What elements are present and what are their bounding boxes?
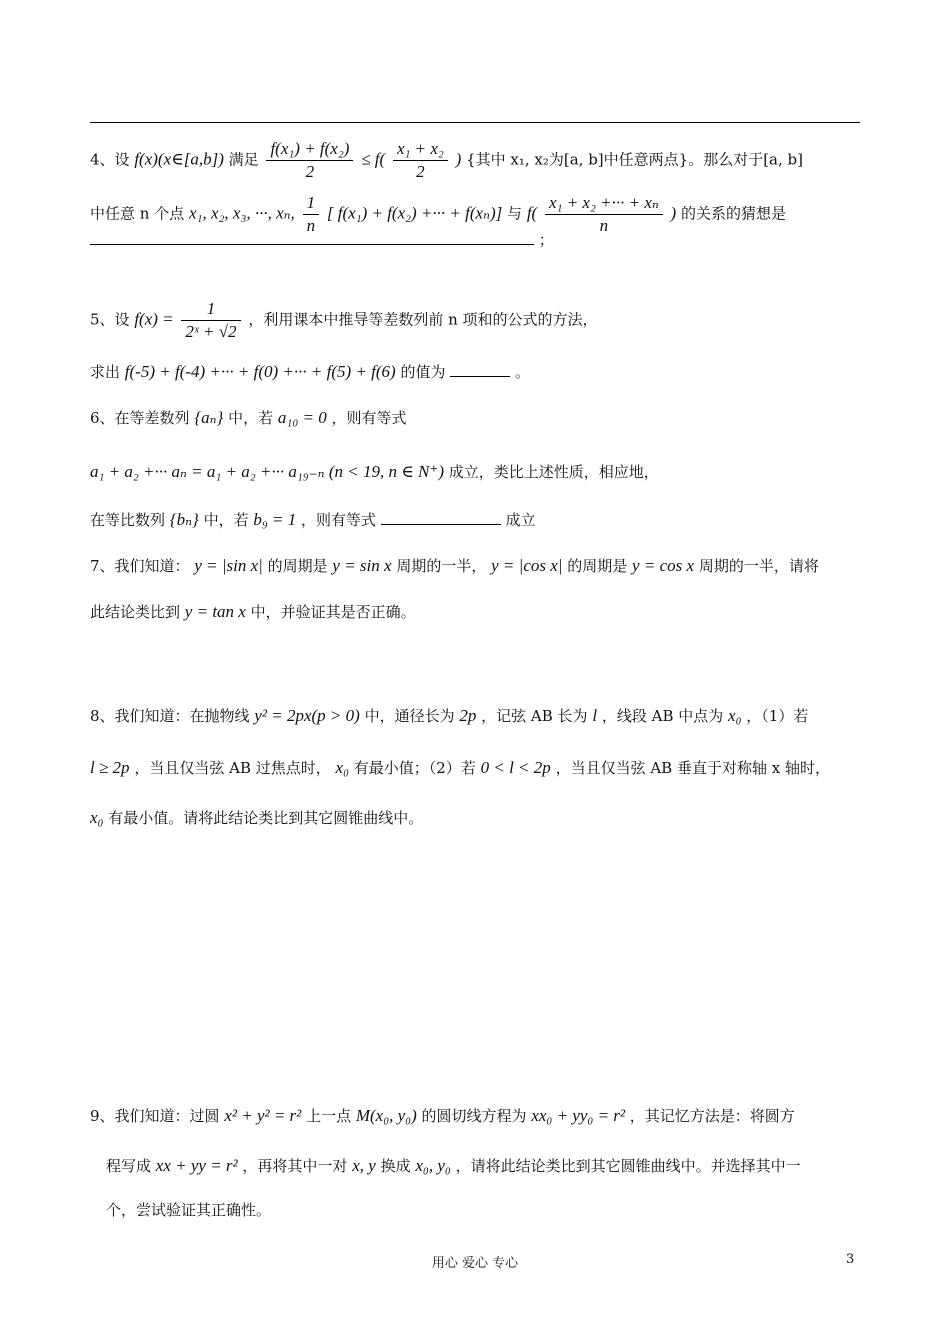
math-expression: y = |sin x| [194, 556, 263, 575]
math-expression: x, y [352, 1156, 376, 1175]
problem-7-line-2 [90, 602, 416, 622]
math-expression: y = tan x [184, 602, 246, 621]
math-expression: x₁, x₂, x₃, ···, xₙ, [188, 203, 295, 223]
text: 中，并验证其是否正确。 [250, 603, 416, 621]
problem-9-line-2 [106, 1156, 801, 1176]
math-expression: a₁ + a₂ +··· aₙ = a₁ + a₂ +··· a₁₉₋ₙ (n < 19, n ∈ N⁺) [90, 462, 445, 481]
math-expression: y = sin x [332, 556, 392, 575]
math-expression: b₉ = 1 [253, 510, 297, 529]
fraction-numerator: 1 [181, 298, 240, 321]
problem-4-label: 4、设 [90, 150, 130, 169]
math-expression: x² + y² = r² [224, 1106, 302, 1125]
text: 有最小值。请将此结论类比到其它圆锥曲线中。 [108, 809, 424, 827]
fraction-denominator: 2ˣ + √2 [185, 322, 237, 341]
math-expression: [ f(x₁) + f(x₂) +··· + f(xₙ)] [326, 203, 503, 223]
header-rule [90, 122, 860, 123]
math-expression: x₀ [728, 706, 742, 725]
answer-blank[interactable] [381, 508, 501, 525]
problem-6-line-1 [90, 408, 407, 428]
text: 周期的一半，请将 [698, 557, 819, 575]
text: 上一点 [306, 1107, 352, 1125]
text: 求出 [90, 363, 121, 381]
math-expression: x₀, y₀ [415, 1156, 451, 1175]
page-number: 3 [846, 1252, 855, 1267]
problem-9-line-3 [106, 1200, 271, 1220]
text: 满足 [228, 150, 259, 169]
fraction [181, 298, 240, 343]
text: ，线段 AB 中点为 [601, 707, 724, 725]
text: 与 [507, 204, 523, 223]
text: 成立 [505, 511, 536, 529]
problem-4-line-1 [90, 138, 803, 183]
text: 的周期是 [267, 557, 328, 575]
fraction [266, 138, 353, 183]
math-expression: f(x)(x∈[a,b]) [134, 149, 224, 169]
text: 有最小值；（2）若 [353, 759, 476, 777]
math-expression: ≤ f( [361, 149, 386, 169]
math-expression: x₀ [90, 808, 104, 827]
answer-blank[interactable] [90, 228, 534, 245]
fraction-denominator: 2 [305, 162, 315, 181]
problem-9-line-1 [90, 1106, 795, 1126]
problem-5-label: 5、设 [90, 310, 130, 329]
text: 程写成 [106, 1157, 152, 1175]
text: ，则有等式 [301, 511, 377, 529]
math-expression: f( [526, 203, 538, 223]
math-expression: l [592, 706, 598, 725]
fraction [393, 138, 448, 183]
math-expression: y² = 2px(p > 0) [254, 706, 360, 725]
problem-7-line-1 [90, 556, 819, 576]
problem-6-line-2 [90, 462, 659, 482]
text: ，利用课本中推导等差数列前 n 项和的公式的方法， [248, 310, 598, 329]
text: 周期的一半， [396, 557, 487, 575]
fraction-denominator: n [306, 216, 316, 235]
text: ，记弦 AB 长为 [481, 707, 588, 725]
problem-8-label: 8、我们知道：在抛物线 [90, 707, 250, 725]
math-expression: xx + yy = r² [155, 1156, 238, 1175]
text: ，当且仅当弦 AB 过焦点时， [134, 759, 331, 777]
text: 的圆切线方程为 [421, 1107, 527, 1125]
text: 。 [515, 363, 531, 381]
fraction-numerator: f(x₁) + f(x₂) [266, 138, 353, 161]
fraction-numerator: x₁ + x₂ +··· + xₙ [545, 192, 663, 215]
fraction [545, 192, 663, 237]
math-expression: M(x₀, y₀) [355, 1106, 417, 1125]
math-expression: 0 < l < 2p [480, 758, 551, 777]
problem-5-line-2 [90, 360, 530, 382]
problem-9-label: 9、我们知道：过圆 [90, 1107, 220, 1125]
text: 成立，类比上述性质，相应地， [448, 463, 659, 481]
text: 的周期是 [567, 557, 628, 575]
problem-6-line-3 [90, 508, 536, 530]
text: ，则有等式 [331, 409, 407, 427]
math-expression: 2p [459, 706, 477, 725]
text: 在等比数列 [90, 511, 166, 529]
math-expression: a₁₀ = 0 [277, 408, 327, 427]
text: 的值为 [400, 363, 446, 381]
text: 换成 [380, 1157, 411, 1175]
math-expression: {aₙ} [194, 408, 224, 427]
text: ，（1）若 [746, 707, 809, 725]
text: ，其记忆方法是：将圆方 [629, 1107, 795, 1125]
answer-blank[interactable] [450, 360, 510, 377]
text: ，当且仅当弦 AB 垂直于对称轴 x 轴时， [555, 759, 830, 777]
text: ，请将此结论类比到其它圆锥曲线中。并选择其中一 [455, 1157, 801, 1175]
text: 中，若 [203, 511, 249, 529]
text: 的关系的猜想是 [681, 204, 787, 223]
math-expression: ) [455, 149, 462, 169]
math-expression: {bₙ} [169, 510, 199, 529]
text: 中任意 n 个点 [90, 204, 185, 223]
problem-7-label: 7、我们知道： [90, 557, 190, 575]
text: 中，若 [228, 409, 274, 427]
math-expression: y = cos x [632, 556, 695, 575]
math-expression: x₀ [335, 758, 349, 777]
text: ，再将其中一对 [242, 1157, 348, 1175]
problem-8-line-2 [90, 758, 830, 778]
text: ； [538, 231, 554, 249]
fraction-denominator: 2 [416, 162, 425, 181]
problem-4-line-3 [90, 228, 554, 250]
fraction-numerator: x₁ + x₂ [393, 138, 448, 161]
problem-8-line-1 [90, 706, 808, 726]
math-expression: f(x) = [134, 309, 174, 329]
problem-5-line-1 [90, 298, 598, 343]
fraction-numerator: 1 [303, 192, 320, 215]
fraction-denominator: n [599, 216, 609, 235]
text: 中，通径长为 [364, 707, 455, 725]
problem-8-line-3 [90, 808, 423, 828]
text: 此结论类比到 [90, 603, 181, 621]
math-expression: f(-5) + f(-4) +··· + f(0) +··· + f(5) + f(6) [124, 362, 396, 381]
math-expression: xx₀ + yy₀ = r² [531, 1106, 626, 1125]
text: {其中 x₁, x₂为[a, b]中任意两点}。那么对于[a, b] [466, 150, 803, 169]
math-expression: l ≥ 2p [90, 758, 130, 777]
math-expression: ) [670, 203, 677, 223]
math-expression: y = |cos x| [491, 556, 563, 575]
problem-6-label: 6、在等差数列 [90, 409, 190, 427]
text: 个，尝试验证其正确性。 [106, 1201, 272, 1219]
page-footer: 用心 爱心 专心 [431, 1256, 519, 1271]
